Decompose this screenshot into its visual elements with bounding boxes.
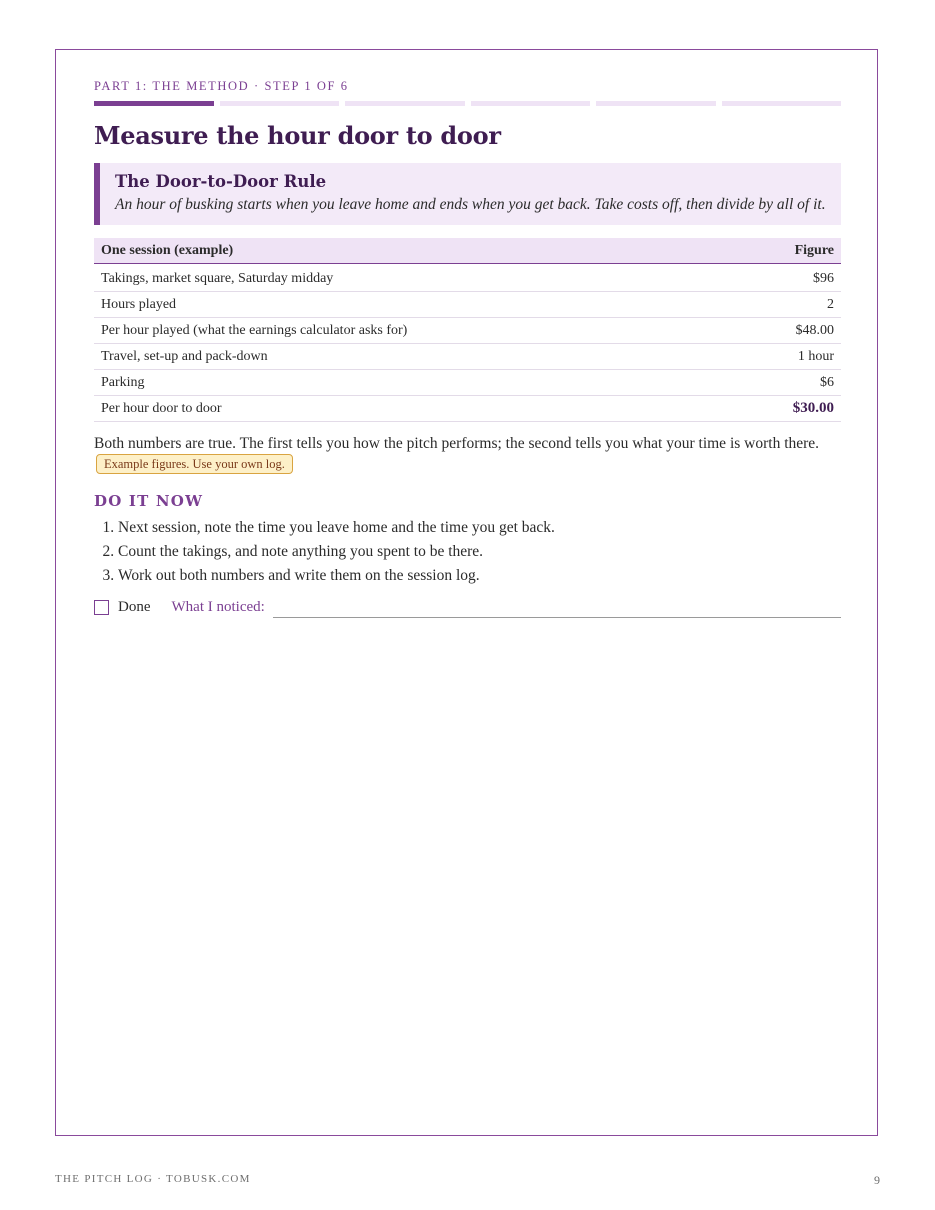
progress-segment-2 [220,101,340,106]
done-label: Done [118,598,151,615]
page-title: Measure the hour door to door [94,121,501,150]
row-label: Takings, market square, Saturday midday [94,264,731,292]
progress-segment-6 [722,101,842,106]
progress-segment-3 [345,101,465,106]
table-row [94,292,841,318]
row-label: Per hour played (what the earnings calculator asks for) [94,318,731,344]
row-figure: $48.00 [731,318,841,344]
progress-segment-1 [94,101,214,106]
row-label: Parking [94,370,731,396]
row-label: Travel, set-up and pack-down [94,344,731,370]
row-figure: $6 [731,370,841,396]
session-table [94,238,841,422]
row-label: Hours played [94,292,731,318]
table-row-total [94,396,841,422]
rule-callout [94,163,841,225]
list-item: 2. Count the takings, and note anything you spent to be there. [118,540,841,564]
row-figure: 2 [731,292,841,318]
progress-segment-5 [596,101,716,106]
rule-title: The Door-to-Door Rule [115,172,327,191]
row-label: Per hour door to door [94,396,731,422]
step-label: PART 1: THE METHOD · STEP 1 OF 6 [94,79,349,93]
list-item: 3. Work out both numbers and write them on the session log. [118,564,841,588]
page-number: 9 [874,1173,880,1187]
column-header-session: One session (example) [94,238,731,264]
table-row [94,370,841,396]
progress-segment-4 [471,101,591,106]
what-i-noticed-input[interactable] [273,597,841,618]
table-row [94,264,841,292]
explanation-paragraph [94,434,841,475]
row-figure: 1 hour [731,344,841,370]
table-row [94,344,841,370]
step-progress-bar [94,101,841,106]
table-header-row [94,238,841,264]
done-checkbox[interactable] [94,600,109,615]
footer-brand: THE PITCH LOG · TOBUSK.COM [55,1173,251,1185]
row-figure: $96 [731,264,841,292]
column-header-figure: Figure [731,238,841,264]
explanation-text: Both numbers are true. The first tells you how the pitch performs; the second tells you what your time is worth there. [94,435,820,452]
do-it-now-steps [94,516,841,588]
do-it-now-heading: DO IT NOW [94,492,204,510]
what-i-noticed-label: What I noticed: [171,598,265,615]
list-item: 1. Next session, note the time you leave home and the time you get back. [118,516,841,540]
done-row [94,596,841,618]
row-figure-total: $30.00 [731,396,841,422]
page-content [94,78,841,618]
rule-text: An hour of busking starts when you leave home and ends when you get back. Take costs off, then divide by all of it. [115,196,826,213]
example-figures-badge: Example figures. Use your own log. [96,454,293,474]
table-row [94,318,841,344]
